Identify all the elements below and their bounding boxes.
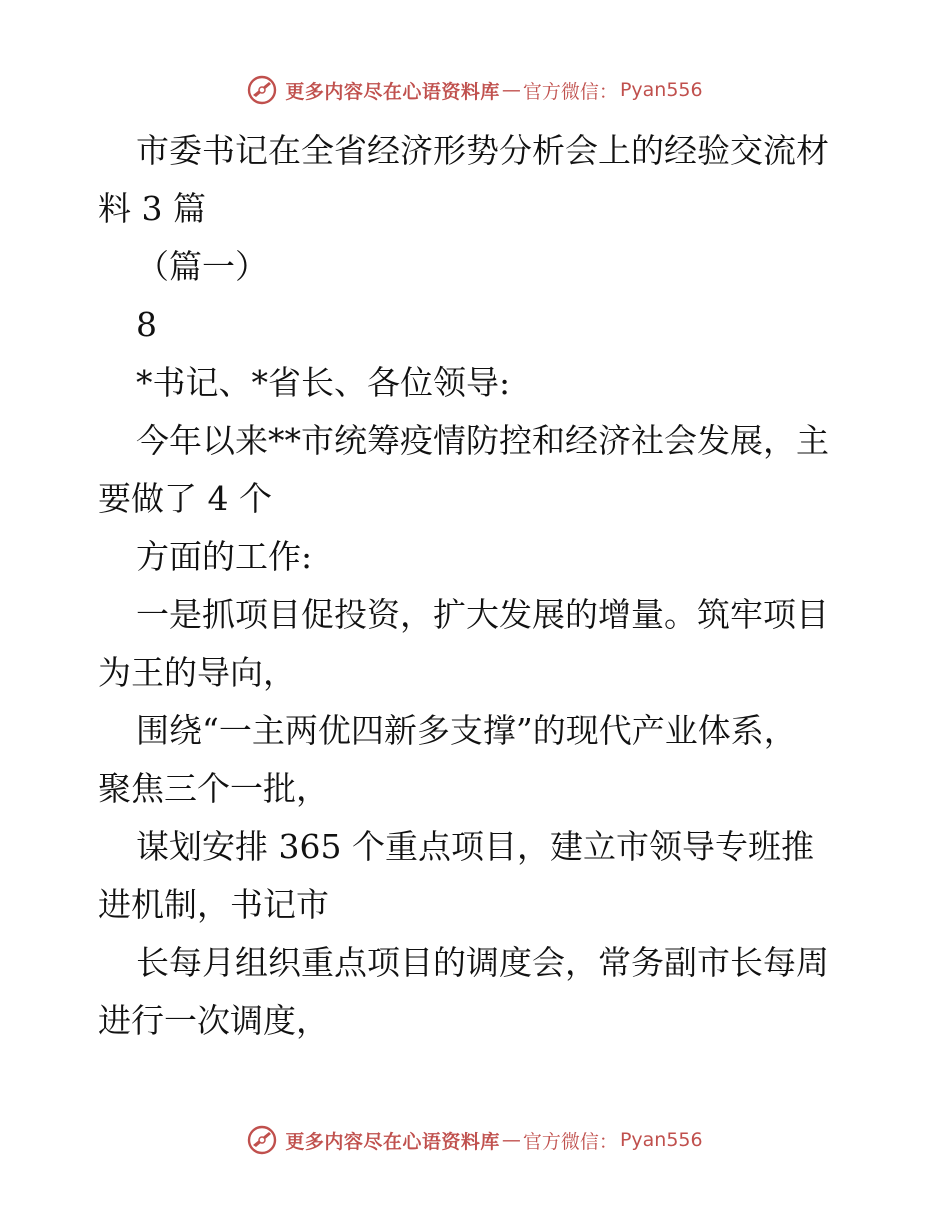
document-line: 长每月组织重点项目的调度会，常务副市长每周 bbox=[136, 943, 829, 982]
header-watermark bbox=[0, 72, 950, 108]
document-line: 进行一次调度， bbox=[98, 1001, 329, 1040]
document-line: 今年以来**市统筹疫情防控和经济社会发展，主 bbox=[136, 421, 829, 460]
watermark-account: Pyan556 bbox=[619, 1129, 703, 1151]
document-line: 进机制，书记市 bbox=[98, 885, 329, 924]
brand-logo-icon bbox=[247, 1125, 277, 1155]
document-line: 围绕“一主两优四新多支撑”的现代产业体系， bbox=[136, 711, 797, 750]
document-line: （篇一） bbox=[136, 247, 268, 286]
footer-watermark bbox=[0, 1122, 950, 1158]
watermark-dash: — bbox=[501, 1129, 521, 1151]
document-line: 市委书记在全省经济形势分析会上的经验交流材 bbox=[136, 131, 829, 170]
watermark-label: 官方微信： bbox=[522, 80, 618, 103]
watermark-brand: 更多内容尽在心语资料库 bbox=[285, 80, 500, 103]
document-line: 要做了 4 个 bbox=[98, 479, 272, 518]
watermark-label: 官方微信： bbox=[522, 1130, 618, 1153]
document-line: *书记、*省长、各位领导: bbox=[136, 363, 511, 402]
watermark-account: Pyan556 bbox=[619, 79, 703, 101]
document-body bbox=[98, 122, 858, 1050]
brand-logo-icon bbox=[247, 75, 277, 105]
watermark-dash: — bbox=[501, 79, 521, 101]
document-line: 8 bbox=[136, 305, 157, 344]
document-line: 聚焦三个一批， bbox=[98, 769, 329, 808]
watermark-brand: 更多内容尽在心语资料库 bbox=[285, 1130, 500, 1153]
document-line: 为王的导向， bbox=[98, 653, 296, 692]
document-line: 谋划安排 365 个重点项目，建立市领导专班推 bbox=[136, 827, 814, 866]
document-line: 料 3 篇 bbox=[98, 189, 206, 228]
document-line: 方面的工作: bbox=[136, 537, 313, 576]
document-line: 一是抓项目促投资，扩大发展的增量。筑牢项目 bbox=[136, 595, 829, 634]
